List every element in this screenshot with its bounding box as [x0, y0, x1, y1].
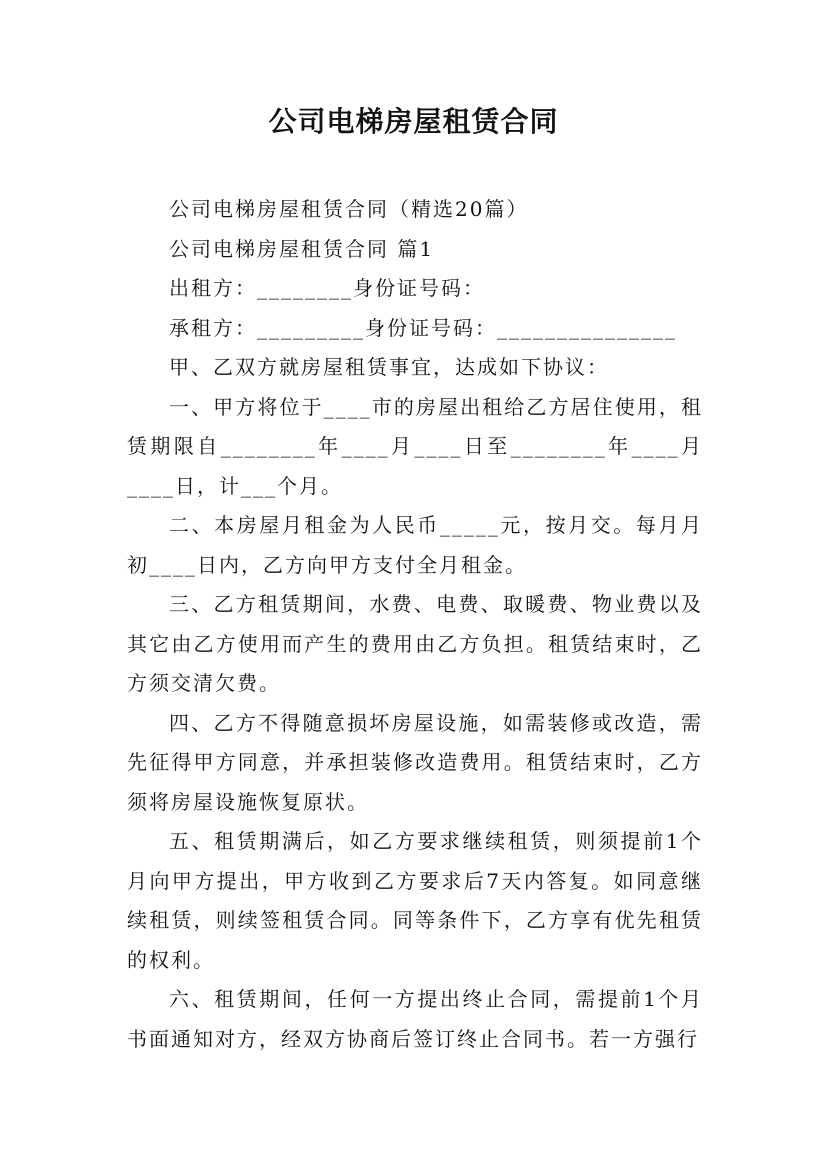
- paragraph-clause-6: 六、租赁期间，任何一方提出终止合同，需提前1个月书面通知对方，经双方协商后签订终止合同书。若一方强行: [127, 987, 703, 1051]
- paragraph-lessee: 承租方：_________身份证号码：_______________: [169, 315, 677, 340]
- document-title: 公司电梯房屋租赁合同: [268, 105, 559, 138]
- paragraph-lessor: 出租方：________身份证号码：: [169, 276, 485, 300]
- paragraph-article-heading: 公司电梯房屋租赁合同 篇1: [169, 236, 435, 261]
- document-body: [127, 190, 703, 1059]
- paragraph-clause-2: 二、本房屋月租金为人民币_____元，按月交。每月月初____日内，乙方向甲方支付全月租金。: [127, 513, 703, 577]
- paragraph-clause-1: 一、甲方将位于____市的房屋出租给乙方居住使用，租赁期限自________年____月____日至________年____月____日，计___个月。: [127, 394, 703, 498]
- paragraph-collection-title: 公司电梯房屋租赁合同（精选20篇）: [169, 197, 529, 221]
- paragraph-clause-4: 四、乙方不得随意损坏房屋设施，如需装修或改造，需先征得甲方同意，并承担装修改造费用。租赁结束时，乙方须将房屋设施恢复原状。: [127, 710, 703, 814]
- paragraph-clause-3: 三、乙方租赁期间，水费、电费、取暖费、物业费以及其它由乙方使用而产生的费用由乙方负担。租赁结束时，乙方须交清欠费。: [127, 592, 703, 695]
- paragraph-clause-5: 五、租赁期满后，如乙方要求继续租赁，则须提前1个月向甲方提出，甲方收到乙方要求后7天内答复。如同意继续租赁，则续签租赁合同。同等条件下，乙方享有优先租赁的权利。: [127, 829, 703, 972]
- paragraph-agreement-intro: 甲、乙双方就房屋租赁事宜，达成如下协议：: [169, 355, 609, 379]
